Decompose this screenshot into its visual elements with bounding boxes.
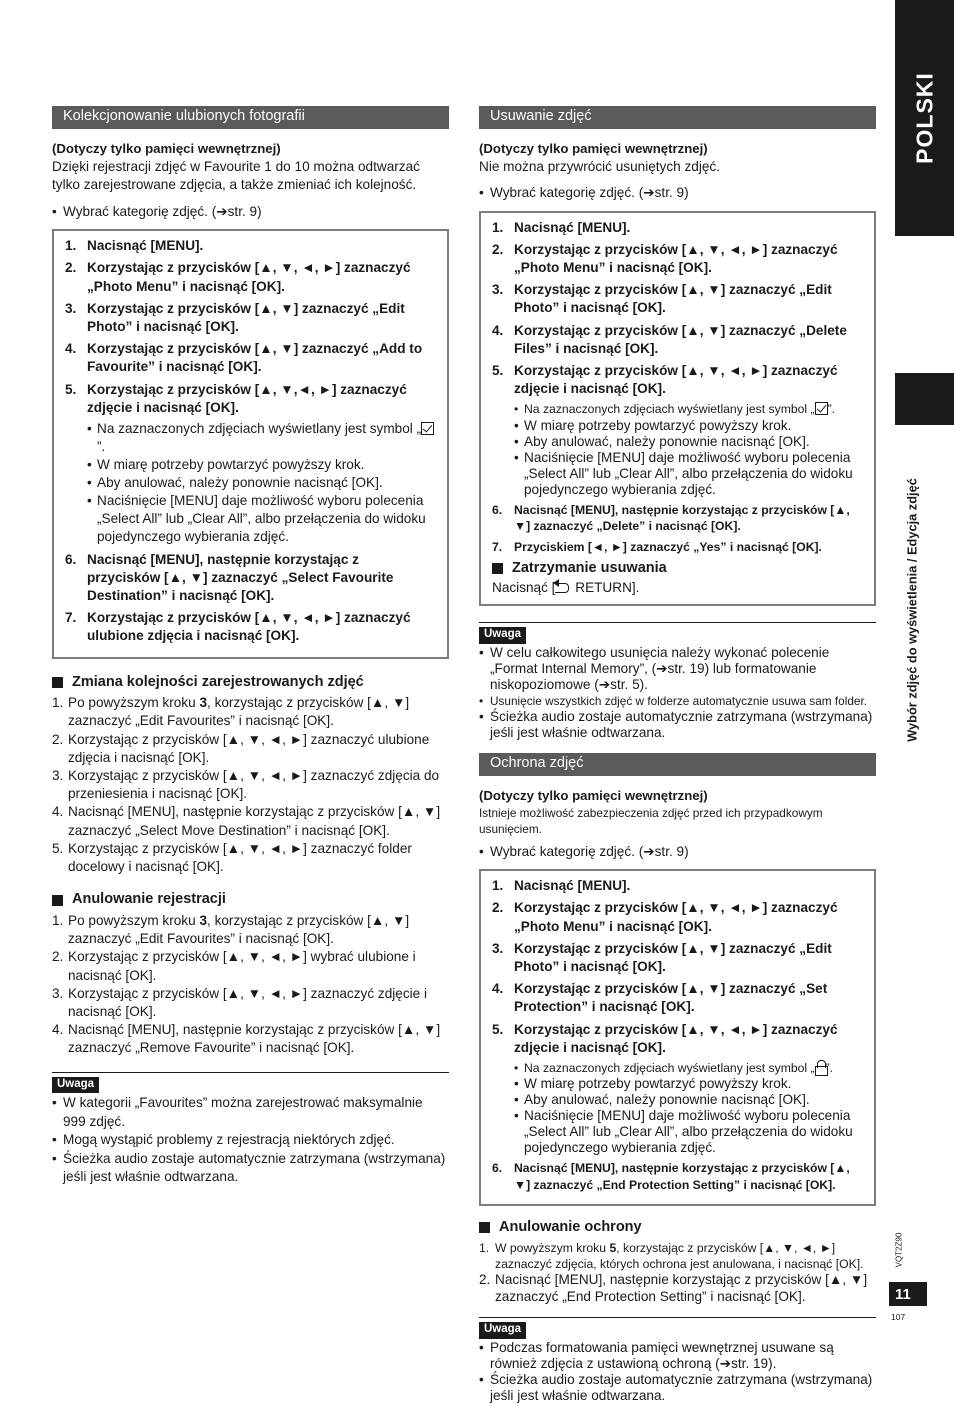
subhead-cancel-protection: Anulowanie ochrony <box>479 1218 876 1238</box>
steps-box-favourites <box>52 229 449 658</box>
list-item: 1. W powyższym kroku 5, korzystając z przycisków [▲, ▼, ◄, ►] zaznaczyć zdjęcia, których ochrona jest anulowana, i nacisnąć [OK]. <box>479 1240 864 1272</box>
note-divider <box>479 622 876 623</box>
step: 3. Korzystając z przycisków [▲, ▼] zaznaczyć „Edit Photo” i nacisnąć [OK]. <box>492 940 832 974</box>
step: 5. Korzystając z przycisków [▲, ▼, ◄, ►] zaznaczyć zdjęcie i nacisnąć [OK]. <box>492 363 838 397</box>
language-label: POLSKI <box>910 72 937 164</box>
cancel-list <box>52 912 449 1058</box>
step: 2. Korzystając z przycisków [▲, ▼, ◄, ►] zaznaczyć „Photo Menu” i nacisnąć [OK]. <box>65 260 411 294</box>
square-bullet-icon <box>52 677 63 688</box>
note-item: • Ścieżka audio zostaje automatycznie zatrzymana (wstrzymana) jeśli jest właśnie odtwarzana. <box>479 709 876 741</box>
list-item: 1. Po powyższym kroku 3, korzystając z przycisków [▲, ▼] zaznaczyć „Edit Favourites” i nacisnąć [OK]. <box>52 912 410 947</box>
section-title-vertical: Wybór zdjęć do wyświetlenia / Edycja zdjęć <box>904 478 920 742</box>
step: 1. Nacisnąć [MENU]. <box>492 878 631 894</box>
list-item: 5. Korzystając z przycisków [▲, ▼, ◄, ►] zaznaczyć folder docelowy i nacisnąć [OK]. <box>52 840 412 875</box>
step: 6. Nacisnąć [MENU], następnie korzystając z przycisków [▲, ▼] zaznaczyć „End Protection Setting” i nacisnąć [OK]. <box>492 1161 850 1192</box>
doc-code: VQT2Z90 <box>894 1232 904 1268</box>
section-title-delete: Usuwanie zdjęć <box>479 106 876 129</box>
prep-text: • Wybrać kategorię zdjęć. (➔str. 9) <box>479 843 876 861</box>
list-item: 3. Korzystając z przycisków [▲, ▼, ◄, ►] zaznaczyć zdjęcie i nacisnąć [OK]. <box>52 985 428 1019</box>
cancel-protection-list <box>479 1240 876 1305</box>
note-label: Uwaga <box>52 1077 99 1094</box>
note-item: • W kategorii „Favourites” można zarejestrować maksymalnie 999 zdjęć. <box>52 1094 449 1131</box>
step: 5. Korzystając z przycisków [▲, ▼,◄, ►] zaznaczyć zdjęcie i nacisnąć [OK]. <box>65 381 407 415</box>
step-notes: • Na zaznaczonych zdjęciach wyświetlany jest symbol „ ”. • W miarę potrzeby powtarzyć powyższy krok. • Aby anulować, należy ponownie nacisnąć [OK]. • Naciśnięcie [MENU] daje możliwość wyboru polecenia „Select All” lub „Clear All”, albo przełączenia do widoku pojedynczego wybierania zdjęć. <box>514 401 862 497</box>
step: 3. Korzystając z przycisków [▲, ▼] zaznaczyć „Edit Photo” i nacisnąć [OK]. <box>65 300 405 334</box>
list-item: 2. Korzystając z przycisków [▲, ▼, ◄, ►] zaznaczyć ulubione zdjęcia i nacisnąć [OK]. <box>52 731 430 765</box>
list-item: 4. Nacisnąć [MENU], następnie korzystając z przycisków [▲, ▼] zaznaczyć „Select Move Destination” i nacisnąć [OK]. <box>52 804 441 838</box>
note-divider <box>479 1317 876 1318</box>
step-notes: • Na zaznaczonych zdjęciach wyświetlany jest symbol „ ”. • W miarę potrzeby powtarzyć powyższy krok. • Aby anulować, należy ponownie nacisnąć [OK]. • Naciśnięcie [MENU] daje możliwość wyboru polecenia „Select All” lub „Clear All”, albo przełączenia do widoku pojedynczego wybierania zdjęć. <box>514 1060 862 1156</box>
square-bullet-icon <box>52 895 63 906</box>
subhead-stop-delete: Zatrzymanie usuwania <box>492 559 862 579</box>
intro-text: Istnieje możliwość zabezpieczenia zdjęć przed ich przypadkowym usunięciem. <box>479 805 823 836</box>
right-column <box>479 106 876 1404</box>
section-title-protect: Ochrona zdjęć <box>479 753 876 776</box>
left-column <box>52 106 449 1187</box>
footer-number: 107 <box>891 1312 906 1322</box>
section-title-favourites: Kolekcjonowanie ulubionych fotografii <box>52 106 449 129</box>
note-item: • Podczas formatowania pamięci wewnętrznej usuwane są również zdjęcia z ustawioną ochroną (➔str. 19). <box>479 1340 876 1372</box>
step: 5. Korzystając z przycisków [▲, ▼, ◄, ►] zaznaczyć zdjęcie i nacisnąć [OK]. <box>492 1021 838 1055</box>
step: 2. Korzystając z przycisków [▲, ▼, ◄, ►] zaznaczyć „Photo Menu” i nacisnąć [OK]. <box>492 241 838 276</box>
scope-note: (Dotyczy tylko pamięci wewnętrznej) <box>52 140 281 156</box>
prep-text: • Wybrać kategorię zdjęć. (➔str. 9) <box>52 203 449 221</box>
reorder-list <box>52 694 449 876</box>
subhead-cancel: Anulowanie rejestracji <box>52 890 449 910</box>
step: 4. Korzystając z przycisków [▲, ▼] zaznaczyć „Delete Files” i nacisnąć [OK]. <box>492 322 847 356</box>
step: 6. Nacisnąć [MENU], następnie korzystając z przycisków [▲, ▼] zaznaczyć „Delete” i nacisnąć [OK]. <box>492 502 850 534</box>
step: 2. Korzystając z przycisków [▲, ▼, ◄, ►] zaznaczyć „Photo Menu” i nacisnąć [OK]. <box>492 900 838 934</box>
step: 1. Nacisnąć [MENU]. <box>65 238 204 254</box>
note-item: • Ścieżka audio zostaje automatycznie zatrzymana (wstrzymana) jeśli jest właśnie odtwarzana. <box>479 1372 876 1404</box>
step: 4. Korzystając z przycisków [▲, ▼] zaznaczyć „Set Protection” i nacisnąć [OK]. <box>492 981 828 1015</box>
intro-text: Nie można przywrócić usuniętych zdjęć. <box>479 158 721 174</box>
scope-note: (Dotyczy tylko pamięci wewnętrznej) <box>479 787 708 803</box>
scope-note: (Dotyczy tylko pamięci wewnętrznej) <box>479 140 708 156</box>
check-icon <box>421 422 434 435</box>
steps-box-delete <box>479 211 876 606</box>
language-tab <box>895 0 954 236</box>
note-label: Uwaga <box>479 1322 526 1339</box>
intro-text: Dzięki rejestracji zdjęć w Favourite 1 do 10 można odtwarzać tylko zarejestrowane zdjęcia, a także zmieniać ich kolejność. <box>52 158 420 193</box>
note-label: Uwaga <box>479 627 526 644</box>
list-item: 1. Po powyższym kroku 3, korzystając z przycisków [▲, ▼] zaznaczyć „Edit Favourites” i nacisnąć [OK]. <box>52 695 410 729</box>
note-item: • Usunięcie wszystkich zdjęć w folderze automatycznie usuwa sam folder. <box>479 693 876 709</box>
step: 7. Korzystając z przycisków [▲, ▼, ◄, ►] zaznaczyć ulubione zdjęcia i nacisnąć [OK]. <box>65 610 411 644</box>
note-divider <box>52 1072 449 1073</box>
step: 4. Korzystając z przycisków [▲, ▼] zaznaczyć „Add to Favourite” i nacisnąć [OK]. <box>65 341 423 375</box>
step: 1. Nacisnąć [MENU]. <box>492 219 631 235</box>
list-item: 2. Korzystając z przycisków [▲, ▼, ◄, ►] wybrać ulubione i nacisnąć [OK]. <box>52 949 416 983</box>
list-item: 3. Korzystając z przycisków [▲, ▼, ◄, ►] zaznaczyć zdjęcia do przeniesienia i nacisnąć [OK]. <box>52 768 440 802</box>
square-bullet-icon <box>479 1222 490 1233</box>
step: 3. Korzystając z przycisków [▲, ▼] zaznaczyć „Edit Photo” i nacisnąć [OK]. <box>492 282 832 316</box>
page-number: 11 <box>889 1282 927 1306</box>
note-item: • Mogą wystąpić problemy z rejestracją niektórych zdjęć. <box>52 1131 449 1149</box>
list-item: 2. Nacisnąć [MENU], następnie korzystając z przycisków [▲, ▼] zaznaczyć „End Protection Setting” i nacisnąć [OK]. <box>479 1272 868 1304</box>
steps-box-protect <box>479 869 876 1206</box>
square-bullet-icon <box>492 563 503 574</box>
stop-delete-text: Nacisnąć [ RETURN]. <box>492 579 640 595</box>
check-icon <box>815 402 828 415</box>
return-icon <box>555 583 569 593</box>
step-notes: • Na zaznaczonych zdjęciach wyświetlany jest symbol „”. • W miarę potrzeby powtarzyć powyższy krok. • Aby anulować, należy ponownie nacisnąć [OK]. • Naciśnięcie [MENU] daje możliwość wyboru polecenia „Select All” lub „Clear All”, albo przełączenia do widoku pojedynczego wybierania zdjęć. <box>87 420 435 547</box>
step: 6. Nacisnąć [MENU], następnie korzystając z przycisków [▲, ▼] zaznaczyć „Select Favourite Destination” i nacisnąć [OK]. <box>65 551 394 603</box>
lock-icon <box>815 1060 826 1074</box>
note-item: • W celu całkowitego usunięcia należy wykonać polecenie „Format Internal Memory”, (➔str. 19) lub formatowanie niskopoziomowe (➔str. 5). <box>479 645 876 693</box>
list-item: 4. Nacisnąć [MENU], następnie korzystając z przycisków [▲, ▼] zaznaczyć „Remove Favourite” i nacisnąć [OK]. <box>52 1022 441 1056</box>
section-marker <box>895 373 954 425</box>
note-item: • Ścieżka audio zostaje automatycznie zatrzymana (wstrzymana) jeśli jest właśnie odtwarzana. <box>52 1150 449 1187</box>
step: 7. Przyciskiem [◄, ►] zaznaczyć „Yes” i nacisnąć [OK]. <box>492 539 822 554</box>
subhead-reorder: Zmiana kolejności zarejestrowanych zdjęć <box>52 673 449 693</box>
prep-text: • Wybrać kategorię zdjęć. (➔str. 9) <box>479 184 876 202</box>
